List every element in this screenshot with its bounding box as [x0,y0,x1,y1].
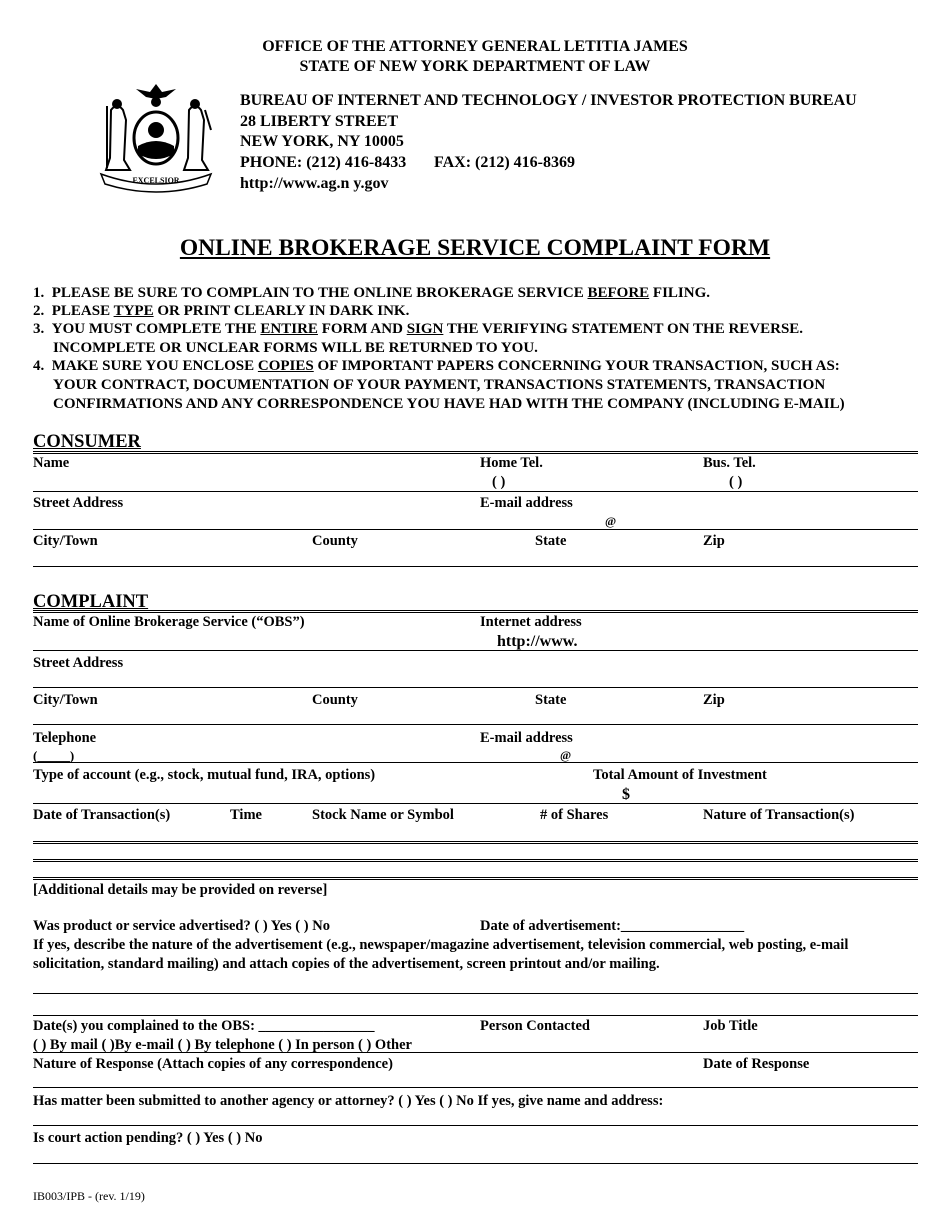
office-line-1: OFFICE OF THE ATTORNEY GENERAL LETITIA JAMES [262,38,688,55]
consumer-street-label: Street Address [33,495,124,511]
transaction-row-2[interactable] [33,859,918,862]
consumer-email-label: E-mail address [480,495,573,511]
obs-telephone-label: Telephone [33,730,97,746]
consumer-county-label: County [312,533,358,549]
additional-details-note: [Additional details may be provided on reverse] [33,882,328,898]
col-stock-name: Stock Name or Symbol [312,807,454,823]
obs-name-label: Name of Online Brokerage Service (“OBS”) [33,614,305,630]
obs-telephone-field[interactable] [33,762,918,763]
col-time: Time [230,807,262,823]
bureau-phone: PHONE: (212) 416-8433 [240,154,407,171]
date-of-response-label: Date of Response [703,1056,810,1072]
obs-street-label: Street Address [33,655,124,671]
complaint-date-field[interactable]: Date(s) you complained to the OBS: ________________ [33,1018,375,1034]
col-date-of-transaction: Date of Transaction(s) [33,807,171,823]
advertisement-divider [33,1015,918,1016]
obs-city-label: City/Town [33,692,98,708]
bureau-street: 28 LIBERTY STREET [240,113,399,130]
form-title: ONLINE BROKERAGE SERVICE COMPLAINT FORM [179,235,771,261]
transaction-row-3[interactable] [33,877,918,880]
contact-methods[interactable]: ( ) By mail ( )By e-mail ( ) By telephone ( ) In person ( ) Other [33,1037,412,1053]
person-contacted-label: Person Contacted [480,1018,590,1034]
internet-address-prefix: http://www. [497,633,578,650]
internet-address-label: Internet address [480,614,582,630]
obs-state-label: State [535,692,567,708]
total-investment-label: Total Amount of Investment [593,767,767,783]
consumer-city-field[interactable] [33,566,918,567]
consumer-bus-tel-label: Bus. Tel. [703,455,756,471]
response-field[interactable] [33,1087,918,1088]
consumer-divider [33,451,918,454]
obs-street-field[interactable] [33,687,918,688]
consumer-city-label: City/Town [33,533,98,549]
transaction-row-1[interactable] [33,841,918,844]
consumer-state-label: State [535,533,567,549]
office-line-2: STATE OF NEW YORK DEPARTMENT OF LAW [299,58,651,75]
consumer-name-field[interactable] [33,491,918,492]
total-investment-dollar: $ [622,786,630,803]
advertisement-description-line-2: solicitation, standard mailing) and attach copies of the advertisement, screen printout and/or mailing. [33,956,660,972]
instruction-4-line-2: YOUR CONTRACT, DOCUMENTATION OF YOUR PAYMENT, TRANSACTIONS STATEMENTS, TRANSACTION [53,377,826,393]
obs-telephone-area: (_____) [33,748,75,763]
bureau-name: BUREAU OF INTERNET AND TECHNOLOGY / INVESTOR PROTECTION BUREAU [240,92,857,109]
account-type-label: Type of account (e.g., stock, mutual fund, IRA, options) [33,767,376,783]
court-action-question[interactable]: Is court action pending? ( ) Yes ( ) No [33,1130,263,1146]
instruction-3: 3. YOU MUST COMPLETE THE ENTIRE FORM AND SIGN THE VERIFYING STATEMENT ON THE REVERSE. [33,321,804,337]
obs-name-field[interactable] [33,650,918,651]
ny-state-seal-icon [97,80,215,195]
bureau-website: http://www.ag.n y.gov [240,175,389,192]
obs-county-label: County [312,692,358,708]
job-title-label: Job Title [703,1018,758,1034]
other-agency-field[interactable] [33,1125,918,1126]
obs-zip-label: Zip [703,692,725,708]
col-nature-of-transaction: Nature of Transaction(s) [703,807,855,823]
bureau-city: NEW YORK, NY 10005 [240,133,404,150]
form-revision-footer: IB003/IPB - (rev. 1/19) [33,1189,145,1203]
advertisement-description-field[interactable] [33,993,918,994]
instruction-4-line-3: CONFIRMATIONS AND ANY CORRESPONDENCE YOU HAVE HAD WITH THE COMPANY (INCLUDING E-MAIL) [53,396,845,412]
advertisement-description-line-1: If yes, describe the nature of the advertisement (e.g., newspaper/magazine advertisement, television commercial, web posting, e-mail [33,937,849,953]
consumer-home-tel-label: Home Tel. [480,455,543,471]
consumer-name-label: Name [33,455,70,471]
other-agency-question[interactable]: Has matter been submitted to another agency or attorney? ( ) Yes ( ) No If yes, give name and address: [33,1093,664,1109]
instruction-3-line-2: INCOMPLETE OR UNCLEAR FORMS WILL BE RETURNED TO YOU. [53,340,538,356]
advertised-question[interactable]: Was product or service advertised? ( ) Yes ( ) No [33,918,330,934]
consumer-home-tel-area: ( ) [492,474,506,490]
complaint-divider [33,610,918,613]
svg-text:EXCELSIOR: EXCELSIOR [132,176,180,185]
instruction-2: 2. PLEASE TYPE OR PRINT CLEARLY IN DARK INK. [33,303,410,319]
col-number-of-shares: # of Shares [540,807,609,823]
nature-of-response-label: Nature of Response (Attach copies of any correspondence) [33,1056,393,1072]
consumer-zip-label: Zip [703,533,725,549]
complaint-heading: COMPLAINT [33,592,149,612]
consumer-bus-tel-area: ( ) [729,474,743,490]
consumer-heading: CONSUMER [33,432,141,452]
court-action-field[interactable] [33,1163,918,1164]
obs-email-at: @ [560,748,572,762]
instruction-1: 1. PLEASE BE SURE TO COMPLAIN TO THE ONLINE BROKERAGE SERVICE BEFORE FILING. [33,285,711,301]
account-type-field[interactable] [33,803,918,804]
consumer-street-field[interactable] [33,529,918,530]
complaint-contact-field[interactable] [33,1052,918,1053]
obs-city-field[interactable] [33,724,918,725]
obs-email-label: E-mail address [480,730,573,746]
consumer-email-at: @ [605,514,617,528]
advertisement-date-field[interactable]: Date of advertisement:_________________ [480,918,745,934]
bureau-fax: FAX: (212) 416-8369 [434,154,576,171]
instruction-4: 4. MAKE SURE YOU ENCLOSE COPIES OF IMPORTANT PAPERS CONCERNING YOUR TRANSACTION, SUCH AS: [33,358,840,374]
